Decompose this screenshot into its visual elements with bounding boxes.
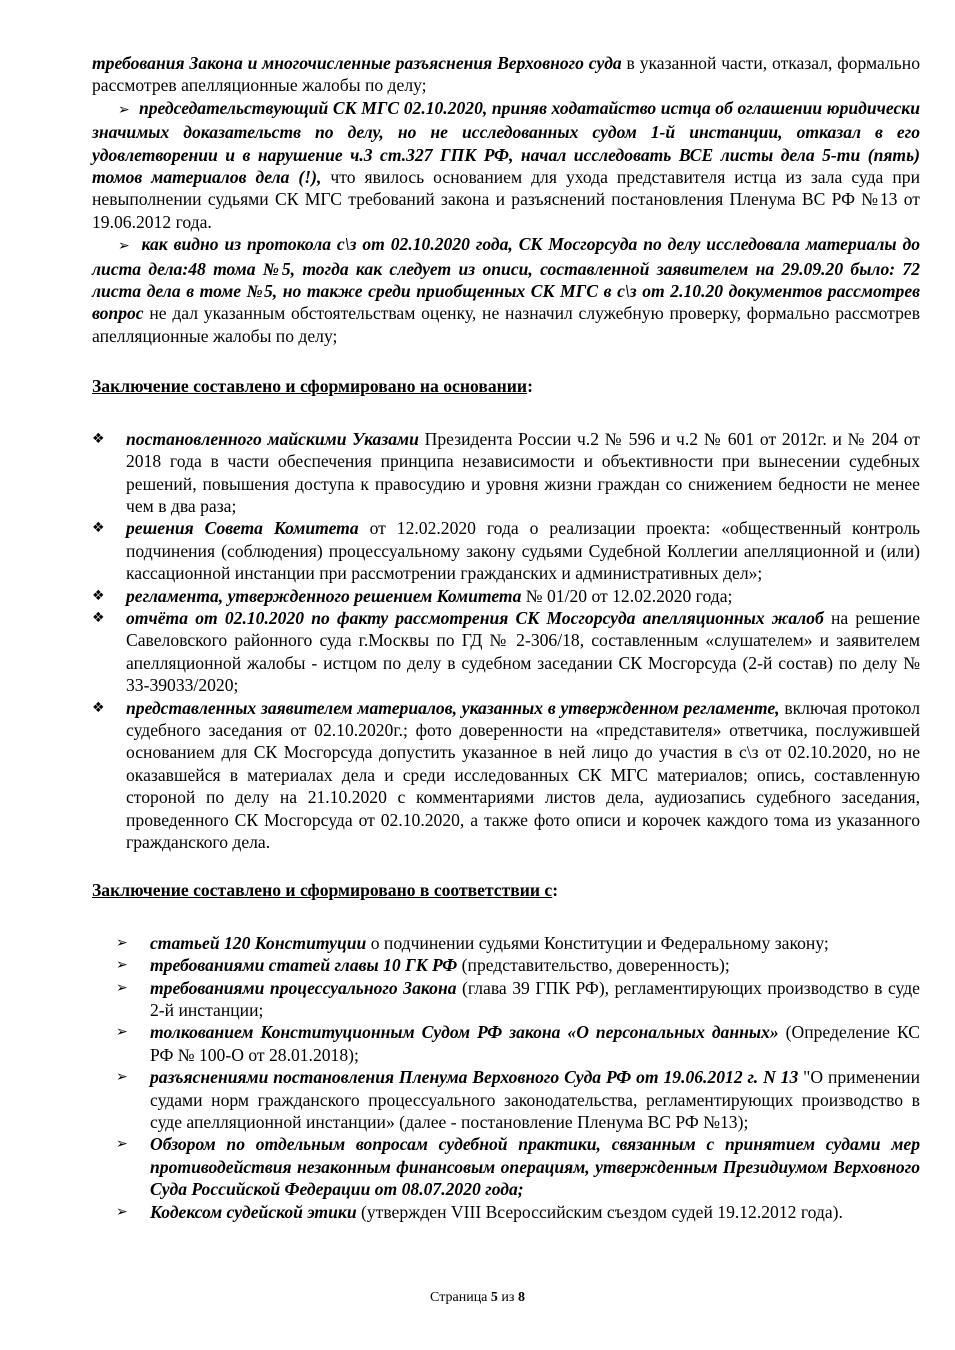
arrow-bullet-icon: ➢ [118,101,130,118]
arrow-bullet-icon: ➢ [116,979,128,996]
list-item: ➢ статьей 120 Конституции о подчинении судьями Конституции и Федеральному закону; [116,932,829,953]
list-item: ➢ Кодексом судейской этики (утвержден VIII Всероссийским съездом судей 19.12.2012 года). [116,1201,843,1222]
arrow-bullet-icon: ➢ [116,1203,128,1220]
diamond-bullet-icon: ❖ [92,430,105,447]
section2-heading: Заключение составлено и сформировано в соответствии с: [92,880,559,901]
arrow-bullet-icon: ➢ [118,238,130,255]
list-item: ❖ решения Совета Комитета от 12.02.2020 года о реализации проекта: «общественный контроль подчинения (соблюдения) процессуальному закону судьями Судебной Коллегии апелляционной и (или) кассационной инстанции при рассмотрении гражданских и административных дел»; [92,518,920,584]
list-item: ❖ постановленного майскими Указами Президента России ч.2 № 596 и ч.2 № 601 от 2012г. и № 204 от 2018 года в части обеспечения принципа независимости и объективности при вынесении судебных решений, повышения доступа к правосудию и уровня жизни граждан со снижением бедности не менее чем в два раза; [92,428,921,516]
section1-list [92,428,920,854]
intro-paragraph-3 [92,233,920,347]
arrow-bullet-icon: ➢ [116,934,128,951]
document-page [92,52,920,1223]
list-item: ❖ представленных заявителем материалов, указанных в утвержденном регламенте, включая протокол судебного заседания от 02.10.2020г.; фото доверенности на «представителя» ответчика, послужившей основанием для СК Мосгорсуда допустить указанное в ней лицо до участия в с\з от 02.10.2020, но не оказавшейся в материалах дела и среди исследованных СК МГС материалов; опись, составленную стороной по делу на 21.10.2020 с комментариями листов дела, аудиозапись судебного заседания, проведенного СК Мосгорсуда от 02.10.2020, а также фото описи и корочек каждого тома из указанного гражданского дела. [92,697,920,852]
list-item: ➢ требованиями статей главы 10 ГК РФ (представительство, доверенность); [116,955,730,976]
list-item: ➢ разъяснениями постановления Пленума Верховного Суда РФ от 19.06.2012 г. N 13 "О применении судами норм гражданского процессуального законодательства, регламентирующих производство в суде апелляционной инстанции» (далее - постановление Пленума ВС РФ №13); [116,1067,920,1133]
intro-paragraph-2 [92,97,920,233]
section1-heading: Заключение составлено и сформировано на основании: [92,376,533,397]
intro-text-3: не дал указанным обстоятельствам оценку, не назначил служебную проверку, формально рассмотрев апелляционные жалобы по делу; [92,303,920,346]
intro-text-1: в указанной части, отказал, формально рассмотрев апелляционные жалобы по делу; [92,53,920,96]
intro-paragraph-1 [92,52,920,97]
arrow-bullet-icon: ➢ [116,1136,128,1153]
diamond-bullet-icon: ❖ [92,699,105,716]
diamond-bullet-icon: ❖ [92,587,105,604]
page-number: Страница 5 из 8 [430,1290,525,1305]
list-item: ❖ регламента, утвержденного решением Комитета № 01/20 от 12.02.2020 года; [92,585,733,606]
section2-list [92,932,920,1223]
intro-emphasis-1: требования Закона и многочисленные разъяснения Верховного суда [92,53,622,73]
intro-text-2: что явилось основанием для ухода представителя истца из зала суда при невыполнении судьями СК МГС требований закона и разъяснений постановления Пленума ВС РФ №13 от 19.06.2012 года. [92,167,920,232]
list-item: ➢ требованиями процессуального Закона (глава 39 ГПК РФ), регламентирующих производство в суде 2-й инстанции; [116,977,920,1021]
arrow-bullet-icon: ➢ [116,957,128,974]
arrow-bullet-icon: ➢ [116,1069,128,1086]
diamond-bullet-icon: ❖ [92,609,105,626]
list-item: ➢ толкованием Конституционным Судом РФ закона «О персональных данных» (Определение КС РФ № 100-О от 28.01.2018); [116,1022,920,1065]
list-item: ➢ Обзором по отдельным вопросам судебной практики, связанным с принятием судами мер противодействия незаконным финансовым операциям, утвержденным Президиумом Верховного Суда Российской Федерации от 08.07.2020 года; [116,1134,920,1200]
arrow-bullet-icon: ➢ [116,1024,128,1041]
diamond-bullet-icon: ❖ [92,520,105,537]
intro-emphasis-3: как видно из протокола с\з от 02.10.2020 года, СК Мосгорсуда по делу исследовала материалы до листа дела:48 тома №5, тогда как следует из описи, составленной заявителем на 29.09.20 было: 72 листа дела в томе №5, но также среди приобщенных СК МГС в с\з от 2.10.20 документов рассмотрев вопрос [92,234,921,324]
intro-emphasis-2: председательствующий СК МГС 02.10.2020, приняв ходатайство истца об оглашении юридически значимых доказательств по делу, но не исследованных судом 1-й инстанции, отказал в его удовлетворении и в нарушение ч.3 ст.327 ГПК РФ, начал исследовать ВСЕ листы дела 5-ти (пять) томов материалов дела (!), [92,97,921,188]
list-item: ❖ отчёта от 02.10.2020 по факту рассмотрения СК Мосгорсуда апелляционных жалоб на решение Савеловского районного суда г.Москвы по ГД № 2-306/18, составленным «слушателем» и заявителем апелляционной жалобы - истцом по делу в судебном заседании СК Мосгорсуда (2-й состав) по делу № 33-39033/2020; [92,607,921,696]
